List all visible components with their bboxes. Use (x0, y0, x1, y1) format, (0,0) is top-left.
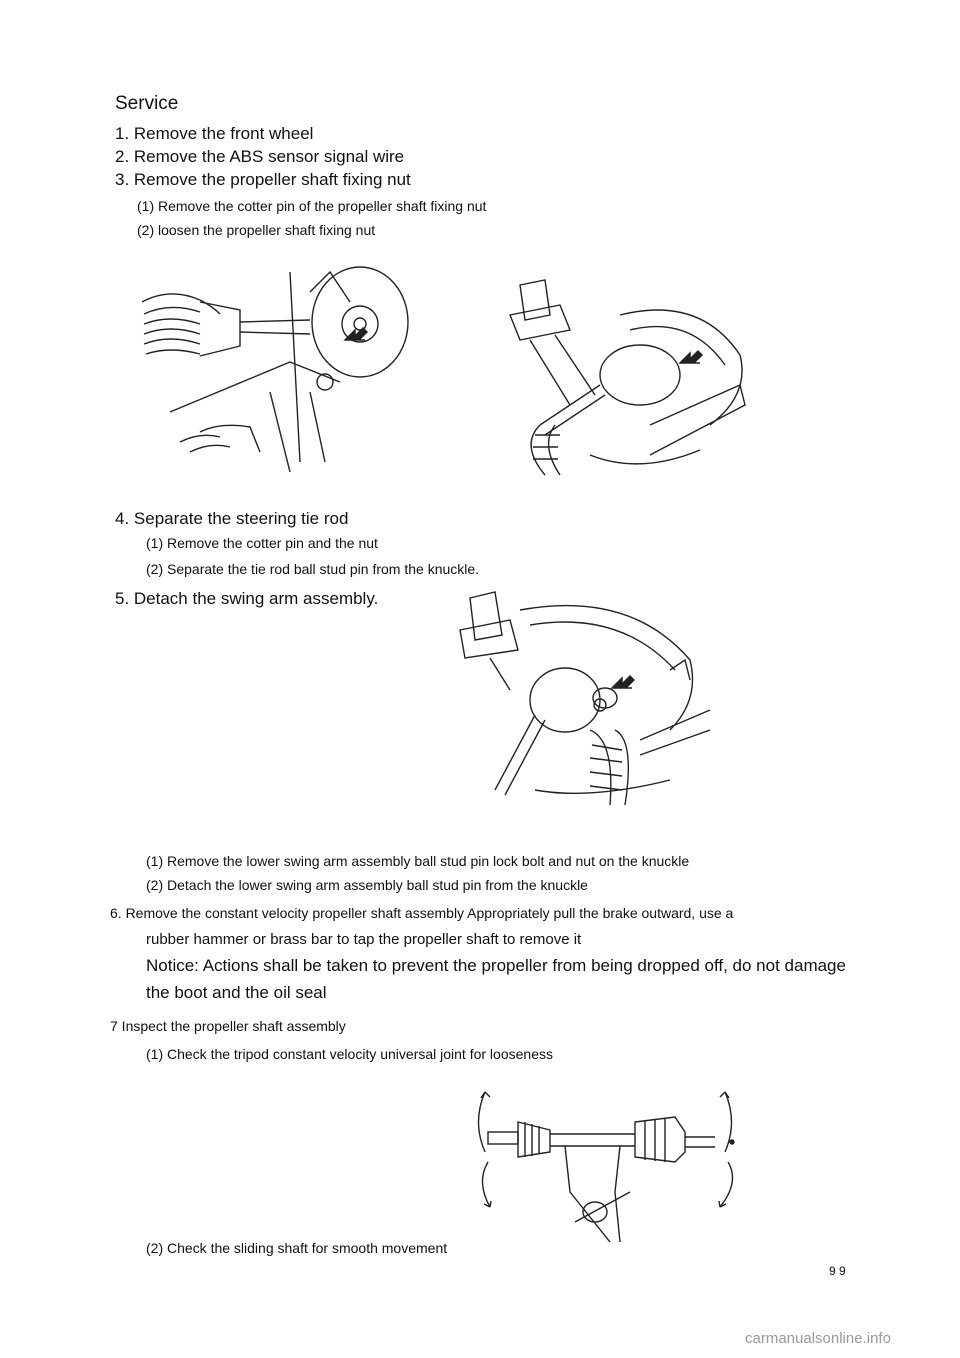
watermark: carmanualsonline.info (745, 1330, 891, 1347)
step-3-sub-2: (2) loosen the propeller shaft fixing nut (137, 222, 376, 238)
figure-brake-disc-assembly (140, 262, 420, 472)
figure-drive-shaft-inspection (470, 1082, 760, 1242)
section-title: Service (115, 93, 179, 114)
page-number: 9 9 (829, 1264, 846, 1278)
step-7-sub-2: (2) Check the sliding shaft for smooth movement (146, 1240, 448, 1256)
step-5-sub-1: (1) Remove the lower swing arm assembly ball stud pin lock bolt and nut on the knuckle (146, 853, 690, 869)
step-4-sub-2: (2) Separate the tie rod ball stud pin from the knuckle. (146, 561, 480, 577)
step-5: 5. Detach the swing arm assembly. (115, 589, 379, 608)
step-4-sub-1: (1) Remove the cotter pin and the nut (146, 535, 378, 551)
step-4: 4. Separate the steering tie rod (115, 509, 349, 528)
step-2: 2. Remove the ABS sensor signal wire (115, 147, 405, 166)
step-5-sub-2: (2) Detach the lower swing arm assembly ball stud pin from the knuckle (146, 877, 588, 893)
step-3-sub-1: (1) Remove the cotter pin of the propeller shaft fixing nut (137, 198, 487, 214)
figure-propeller-shaft-nut (500, 275, 755, 490)
step-7-sub-1: (1) Check the tripod constant velocity universal joint for looseness (146, 1046, 553, 1062)
notice-line-2: the boot and the oil seal (146, 983, 327, 1002)
figure-swing-arm-ball-stud (440, 590, 715, 822)
step-6: 6. Remove the constant velocity propeller shaft assembly Appropriately pull the brake outward, use a (110, 905, 734, 921)
step-3: 3. Remove the propeller shaft fixing nut (115, 170, 411, 189)
step-6-continued: rubber hammer or brass bar to tap the propeller shaft to remove it (146, 931, 582, 948)
step-7: 7 Inspect the propeller shaft assembly (110, 1018, 346, 1034)
notice-line-1: Notice: Actions shall be taken to prevent the propeller from being dropped off, do not damage (146, 956, 846, 975)
step-1: 1. Remove the front wheel (115, 124, 314, 143)
